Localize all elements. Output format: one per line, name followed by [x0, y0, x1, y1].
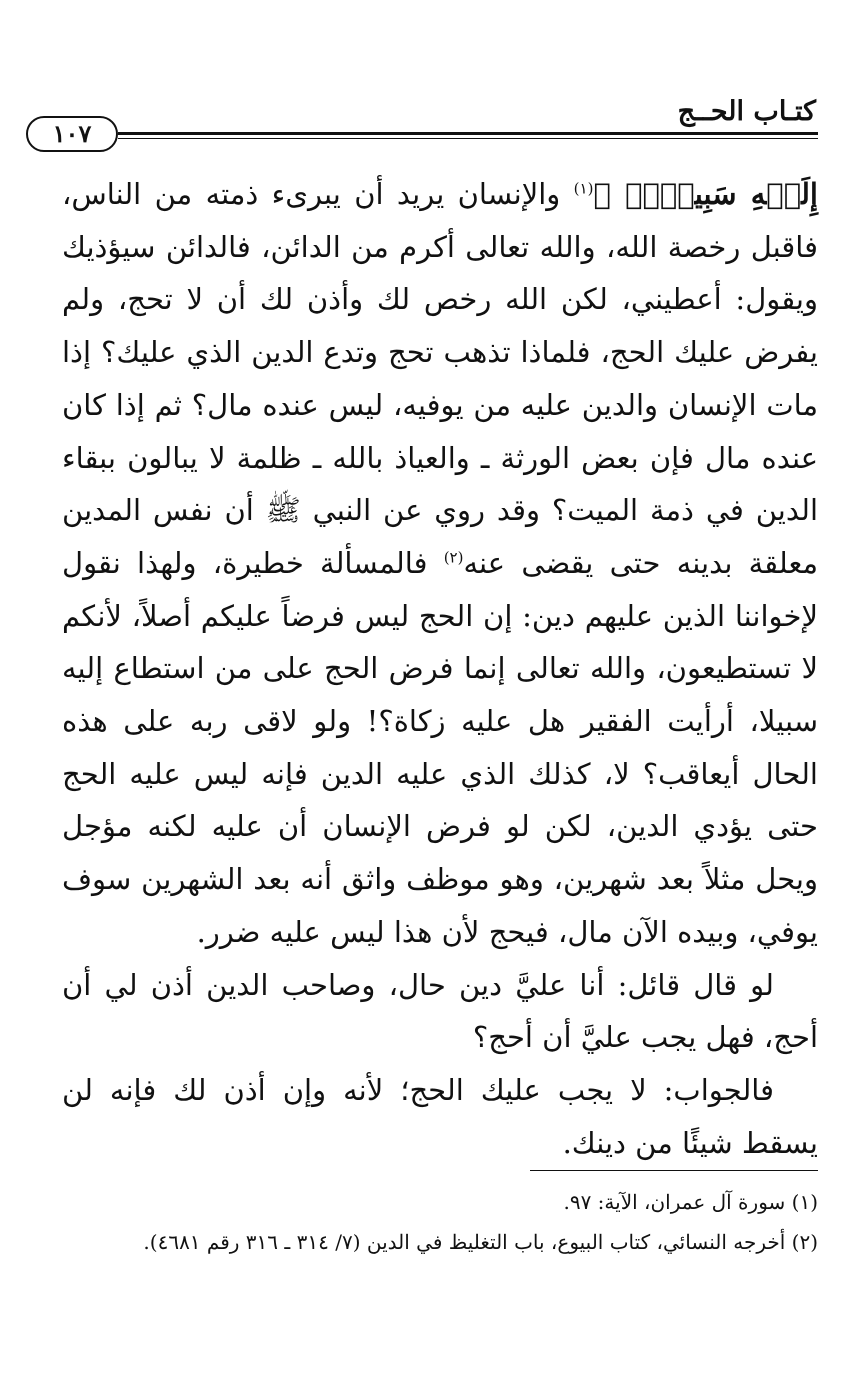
footnote-1: (١) سورة آل عمران، الآية: ٩٧. [563, 1190, 818, 1214]
footnote-ref-2: (٢) [443, 548, 464, 567]
paragraph-1-text-a: والإنسان يريد أن يبرىء ذمته من الناس، فاقبل رخصة الله، والله تعالى أكرم من الدائن، فالدائن سيؤذيك ويقول: أعطيني، لكن الله رخص لك وأذن لك أن لا تحج، ولم يفرض عليك الحج، فلماذا تذهب تحج وتدع الدين الذي عليك؟ إذا مات الإنسان والدين عليه من يوفيه، ليس عنده مال؟ ثم إذا كان عنده مال فإن بعض الورثة ـ والعياذ بالله ـ ظلمة لا يبالون ببقاء الدين في ذمة الميت؟ وقد روي عن النبي ﷺ أن نفس المدين معلقة بدينه حتى يقضى عنه [62, 177, 818, 580]
footnote-separator [530, 1170, 818, 1171]
paragraph-1-text-b: فالمسألة خطيرة، ولهذا نقول لإخواننا الذين عليهم دين: إن الحج ليس فرضاً عليكم أصلاً، لأنكم لا تستطيعون، والله تعالى إنما فرض الحج على من استطاع إليه سبيلا، أرأيت الفقير هل عليه زكاة؟! ولو لاقى ربه على هذه الحال أيعاقب؟ لا، كذلك الذي عليه الدين فإنه ليس عليه الحج حتى يؤدي الدين، لكن لو فرض الإنسان أن عليه لكنه مؤجل ويحل مثلاً بعد شهرين، وهو موظف واثق أنه بعد الشهرين سوف يوفي، وبيده الآن مال، فيحج لأن هذا ليس عليه ضرر. [62, 545, 818, 949]
page-number: ١٠٧ [26, 116, 118, 152]
footnote-ref-1: (١) [573, 179, 594, 198]
footnote-2: (٢) أخرجه النسائي، كتاب البيوع، باب التغليظ في الدين (٧/ ٣١٤ ـ ٣١٦ رقم ٤٦٨١). [143, 1230, 818, 1254]
chapter-title: كتـاب الحــج [677, 96, 816, 127]
paragraph-3: فالجواب: لا يجب عليك الحج؛ لأنه وإن أذن لك فإنه لن يسقط شيئًا من دينك. [62, 1072, 818, 1160]
body-text [62, 168, 818, 1169]
page-header [22, 96, 818, 154]
footnotes [62, 1184, 818, 1264]
header-rule-thin [118, 138, 818, 139]
paragraph-1 [62, 168, 818, 959]
paragraph-2: لو قال قائل: أنا عليَّ دين حال، وصاحب الدين أذن لي أن أحج، فهل يجب عليَّ أن أحج؟ [62, 967, 818, 1055]
quran-quote-end: إِلَيۡهِ سَبِيلٗاۚ ﴾ [593, 177, 818, 211]
header-rule-thick [118, 132, 818, 135]
